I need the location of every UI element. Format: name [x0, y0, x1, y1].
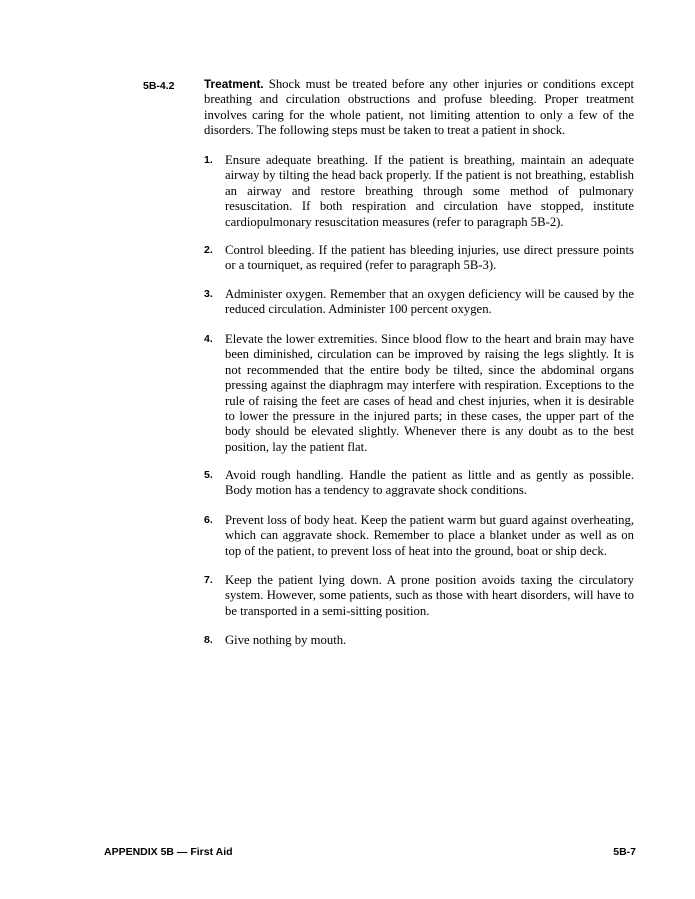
step-number: 8. [204, 634, 213, 646]
step-text: Prevent loss of body heat. Keep the patient warm but guard against overheating, which can aggravate shock. Remember to place a blanket under as well as on top of the patient, to prevent loss of heat into the ground, boat or ship deck. [225, 513, 634, 558]
footer-title: APPENDIX 5B — First Aid [104, 846, 233, 858]
section-heading: Treatment. [204, 77, 264, 91]
step-number: 5. [204, 469, 213, 481]
section-intro [204, 77, 634, 139]
step-item [204, 153, 634, 230]
step-text: Avoid rough handling. Handle the patient as little and as gently as possible. Body motion has a tendency to aggravate shock conditions. [225, 468, 634, 498]
step-text: Keep the patient lying down. A prone position avoids taxing the circulatory system. However, some patients, such as those with heart disorders, will have to be transported in a semi-sitting position. [225, 573, 634, 618]
step-number: 4. [204, 333, 213, 345]
step-number: 7. [204, 574, 213, 586]
step-number: 3. [204, 288, 213, 300]
page-number: 5B-7 [613, 846, 636, 858]
section-intro-text: Shock must be treated before any other injuries or conditions except breathing and circulation obstructions and profuse bleeding. Proper treatment involves caring for the whole patient, not limiting attention to only a few of the disorders. The following steps must be taken to treat a patient in shock. [204, 77, 634, 138]
step-item [204, 573, 634, 619]
step-text: Control bleeding. If the patient has bleeding injuries, use direct pressure points or a tourniquet, as required (refer to paragraph 5B-3). [225, 243, 634, 273]
step-text: Administer oxygen. Remember that an oxygen deficiency will be caused by the reduced circulation. Administer 100 percent oxygen. [225, 287, 634, 317]
step-number: 1. [204, 154, 213, 166]
step-item [204, 468, 634, 499]
step-number: 6. [204, 514, 213, 526]
step-item [204, 287, 634, 318]
section-number: 5B-4.2 [143, 80, 175, 92]
step-item [204, 243, 634, 274]
step-text: Ensure adequate breathing. If the patient is breathing, maintain an adequate airway by tilting the head back properly. If the patient is not breathing, establish an airway and restore breathing through some method of pulmonary resuscitation. If both respiration and circulation have stopped, institute cardiopulmonary resuscitation measures (refer to paragraph 5B-2). [225, 153, 634, 229]
step-item [204, 633, 634, 648]
step-text: Give nothing by mouth. [225, 633, 347, 647]
step-item [204, 332, 634, 455]
step-text: Elevate the lower extremities. Since blood flow to the heart and brain may have been diminished, circulation can be improved by raising the legs slightly. It is not recommended that the entire body be tilted, since the abdominal organs pressing against the diaphragm may interfere with respiration. Exceptions to the rule of raising the feet are cases of head and chest injuries, when it is desirable to lower the pressure in the injured parts; in these cases, the upper part of the body should be elevated slightly. Whenever there is any doubt as to the best position, lay the patient flat. [225, 332, 634, 454]
step-number: 2. [204, 244, 213, 256]
step-item [204, 513, 634, 559]
